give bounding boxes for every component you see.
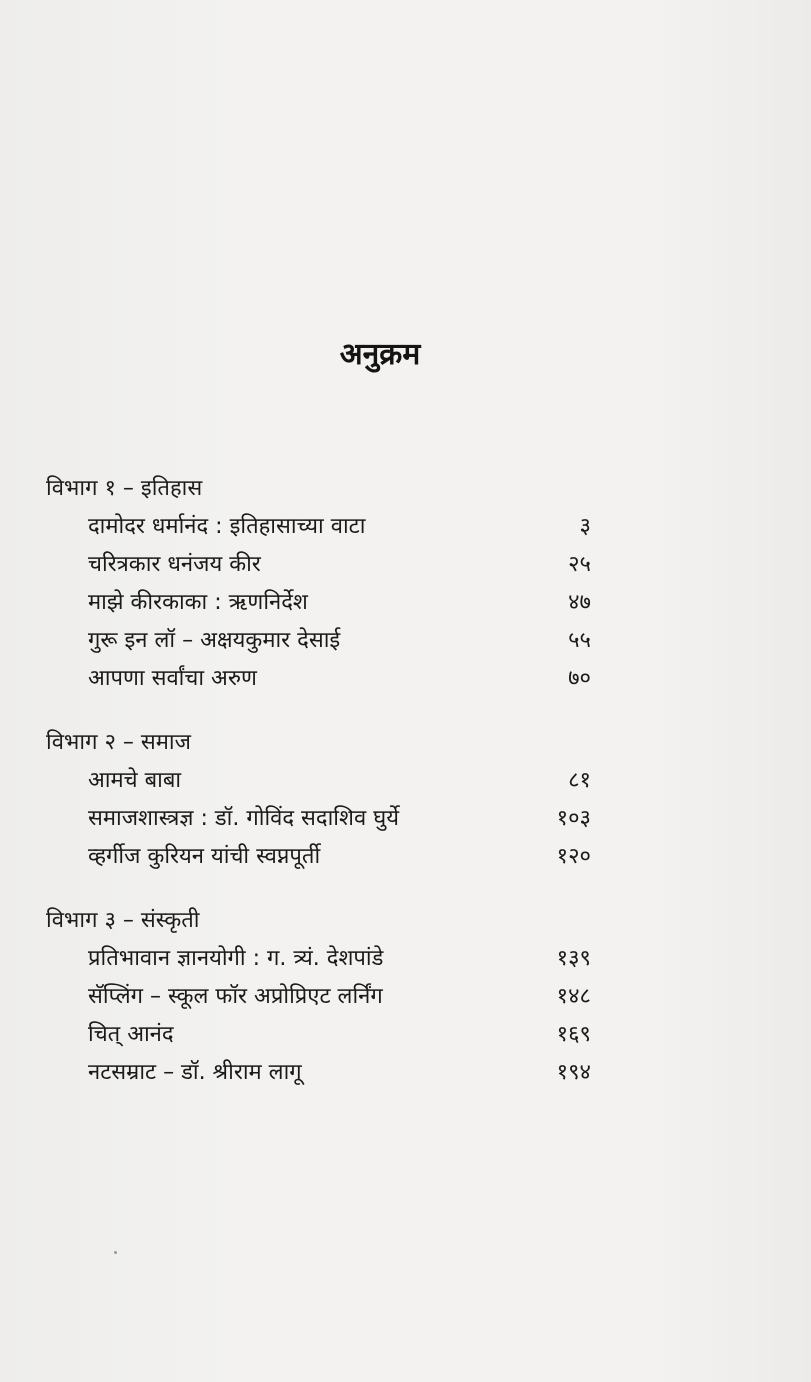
toc-entry bbox=[0, 800, 811, 838]
toc-entry bbox=[0, 1054, 811, 1092]
entry-title: चित् आनंद bbox=[88, 1022, 174, 1047]
entry-page-number: ४७ bbox=[568, 590, 591, 615]
entry-title: आपणा सर्वांचा अरुण bbox=[88, 666, 257, 691]
entry-page-number: १३९ bbox=[556, 946, 591, 971]
entry-title: आमचे बाबा bbox=[88, 768, 182, 793]
section-heading: विभाग १ – इतिहास bbox=[46, 476, 203, 501]
toc-entry bbox=[0, 838, 811, 876]
entry-page-number: १०३ bbox=[556, 806, 591, 831]
toc-section-3 bbox=[0, 902, 811, 1092]
table-of-contents bbox=[0, 470, 811, 1118]
entry-page-number: ३ bbox=[579, 514, 591, 539]
entry-page-number: ७० bbox=[568, 666, 591, 691]
toc-entry bbox=[0, 584, 811, 622]
toc-section-1 bbox=[0, 470, 811, 698]
section-heading: विभाग २ – समाज bbox=[46, 730, 191, 755]
entry-title: माझे कीरकाका : ऋणनिर्देश bbox=[88, 590, 308, 615]
entry-title: नटसम्राट – डॉ. श्रीराम लागू bbox=[88, 1060, 302, 1085]
entry-page-number: ८१ bbox=[568, 768, 591, 793]
entry-page-number: २५ bbox=[568, 552, 591, 577]
toc-entry bbox=[0, 762, 811, 800]
toc-entry bbox=[0, 1016, 811, 1054]
toc-entry bbox=[0, 508, 811, 546]
entry-title: दामोदर धर्मानंद : इतिहासाच्या वाटा bbox=[88, 514, 366, 539]
toc-section-2 bbox=[0, 724, 811, 876]
entry-page-number: ५५ bbox=[568, 628, 591, 653]
toc-entry bbox=[0, 940, 811, 978]
entry-page-number: १९४ bbox=[556, 1060, 591, 1085]
toc-entry bbox=[0, 978, 811, 1016]
toc-entry bbox=[0, 660, 811, 698]
section-heading: विभाग ३ – संस्कृती bbox=[46, 908, 200, 933]
entry-page-number: १४८ bbox=[556, 984, 591, 1009]
toc-entry bbox=[0, 546, 811, 584]
entry-title: गुरू इन लॉ – अक्षयकुमार देसाई bbox=[88, 628, 341, 653]
entry-title: प्रतिभावान ज्ञानयोगी : ग. त्र्यं. देशपांडे bbox=[88, 946, 384, 971]
entry-title: व्हर्गीज कुरियन यांची स्वप्नपूर्ती bbox=[88, 844, 321, 869]
toc-entry bbox=[0, 622, 811, 660]
entry-title: सॅप्लिंग – स्कूल फॉर अप्रोप्रिएट लर्निंग bbox=[88, 984, 383, 1009]
entry-page-number: १२० bbox=[556, 844, 591, 869]
entry-page-number: १६९ bbox=[556, 1022, 591, 1047]
page-title: अनुक्रम bbox=[339, 337, 421, 372]
paper-speck bbox=[114, 1251, 117, 1254]
entry-title: चरित्रकार धनंजय कीर bbox=[88, 552, 261, 577]
entry-title: समाजशास्त्रज्ञ : डॉ. गोविंद सदाशिव घुर्ये bbox=[88, 806, 399, 831]
